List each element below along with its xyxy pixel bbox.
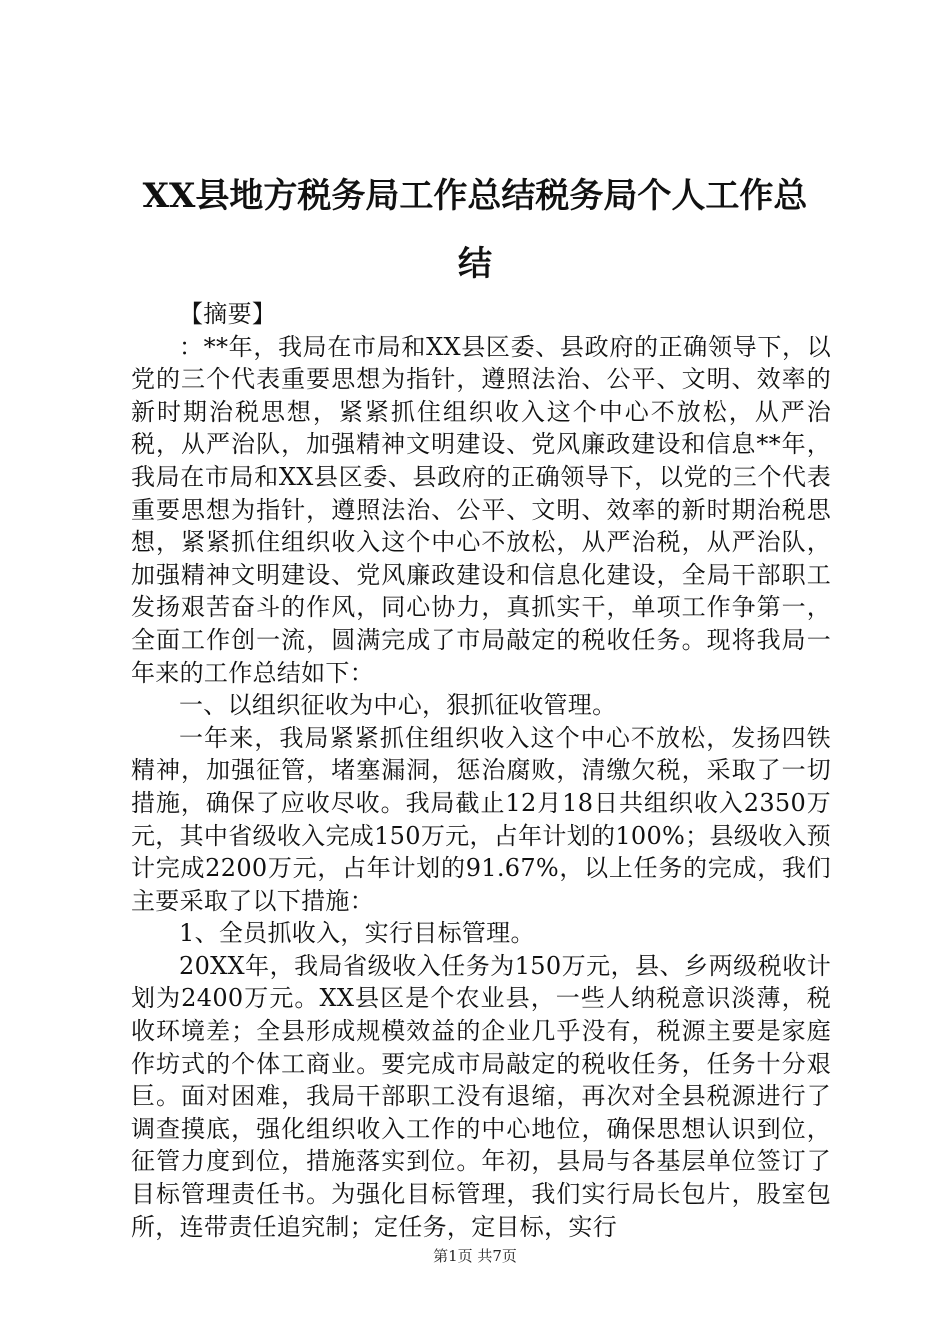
abstract-heading: 【摘要】 — [179, 300, 277, 328]
subsection-heading-1: 1、全员抓收入，实行目标管理。 — [179, 919, 535, 948]
paragraph-section-1: 一年来，我局紧紧抓住组织收入这个中心不放松，发扬四铁精神，加强征管，堵塞漏洞，惩治腐败，清缴欠税，采取了一切措施，确保了应收尽收。我局截止12月18日共组织收入2350万元，其中省级收入完成150万元，占年计划的100%；县级收入预计完成2200万元，占年计划的91.67%，以上任务的完成，我们主要采取了以下措施： — [131, 723, 831, 915]
paragraph-subsection-1: 20XX年，我局省级收入任务为150万元，县、乡两级税收计划为2400万元。XX县区是个农业县，一些人纳税意识淡薄，税收环境差；全县形成规模效益的企业几乎没有，税源主要是家庭作坊式的个体工商业。要完成市局敲定的税收任务，任务十分艰巨。面对困难，我局干部职工没有退缩，再次对全县税源进行了调查摸底，强化组织收入工作的中心地位，确保思想认识到位，征管力度到位，措施落实到位。年初，县局与各基层单位签订了目标管理责任书。为强化目标管理，我们实行局长包片，股室包所，连带责任追究制；定任务，定目标，实行 — [131, 951, 831, 1241]
document-title: XX县地方税务局工作总结税务局个人工作总结 — [142, 176, 808, 284]
page-footer: 第1页 共7页 — [433, 1247, 517, 1265]
document-body — [131, 298, 831, 1243]
paragraph-abstract: ：**年，我局在市局和XX县区委、县政府的正确领导下，以党的三个代表重要思想为指针，遵照法治、公平、文明、效率的新时期治税思想，紧紧抓住组织收入这个中心不放松，从严治税，从严治队，加强精神文明建设、党风廉政建设和信息**年，我局在市局和XX县区委、县政府的正确领导下，以党的三个代表重要思想为指针，遵照法治、公平、文明、效率的新时期治税思想，紧紧抓住组织收入这个中心不放松，从严治税，从严治队，加强精神文明建设、党风廉政建设和信息化建设，全局干部职工发扬艰苦奋斗的作风，同心协力，真抓实干，单项工作争第一，全面工作创一流，圆满完成了市局敲定的税收任务。现将我局一年来的工作总结如下： — [131, 332, 831, 687]
section-heading-1: 一、以组织征收为中心，狠抓征收管理。 — [179, 691, 617, 720]
